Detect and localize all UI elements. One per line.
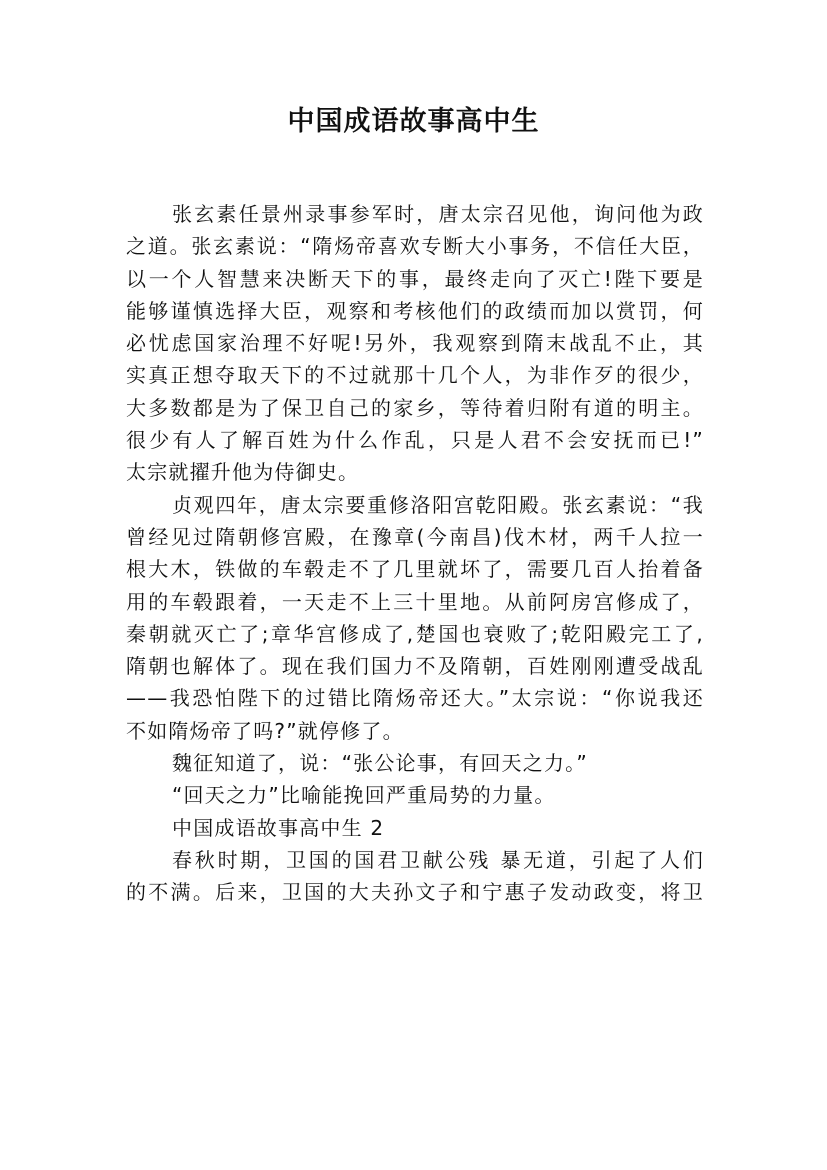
text-line: “回天之力”比喻能挽回严重局势的力量。 [172,783,556,808]
text-line: 太宗就擢升他为侍御史。 [126,460,360,485]
text-line: 曾经见过隋朝修宫殿，在豫章(今南昌)伐木材，两千人拉一 [126,524,704,549]
text-line: 实真正想夺取天下的不过就那十几个人，为非作歹的很少， [126,363,704,388]
text-line: 魏征知道了，说：“张公论事，有回天之力。” [172,751,588,776]
text-line: 能够谨慎选择大臣，观察和考核他们的政绩而加以赏罚，何 [126,298,704,323]
text-line: 必忧虑国家治理不好呢!另外，我观察到隋末战乱不止，其 [126,331,704,356]
section-heading: 中国成语故事高中生 2 [172,815,385,840]
text-line: 用的车毂跟着，一天走不上三十里地。从前阿房宫修成了， [126,589,704,614]
text-line: 大多数都是为了保卫自己的家乡，等待着归附有道的明主。 [126,395,704,420]
document-title: 中国成语故事高中生 [287,106,540,137]
text-line: 贞观四年，唐太宗要重修洛阳宫乾阳殿。张玄素说：“我 [172,492,704,517]
text-line: 春秋时期，卫国的国君卫献公残 暴无道，引起了人们 [172,847,704,872]
text-line: 的不满。后来，卫国的大夫孙文子和宁惠子发动政变，将卫 [126,880,704,905]
text-line: 张玄素任景州录事参军时，唐太宗召见他，询问他为政 [172,202,704,226]
text-line: 之道。张玄素说：“隋炀帝喜欢专断大小事务，不信任大臣， [126,234,704,259]
document-body [126,198,704,909]
text-line: 很少有人了解百姓为什么作乱，只是人君不会安抚而已!” [126,428,704,453]
text-line: 根大木，铁做的车毂走不了几里就坏了，需要几百人抬着备 [126,557,704,582]
text-line: 隋朝也解体了。现在我们国力不及隋朝，百姓刚刚遭受战乱 [126,654,704,679]
text-line: 不如隋炀帝了吗?”就停修了。 [126,718,404,743]
text-line: ——我恐怕陛下的过错比隋炀帝还大。”太宗说：“你说我还 [126,686,704,711]
text-line: 以一个人智慧来决断天下的事，最终走向了灭亡!陛下要是 [126,266,704,291]
text-line: 秦朝就灭亡了;章华宫修成了,楚国也衰败了;乾阳殿完工了, [126,621,704,646]
